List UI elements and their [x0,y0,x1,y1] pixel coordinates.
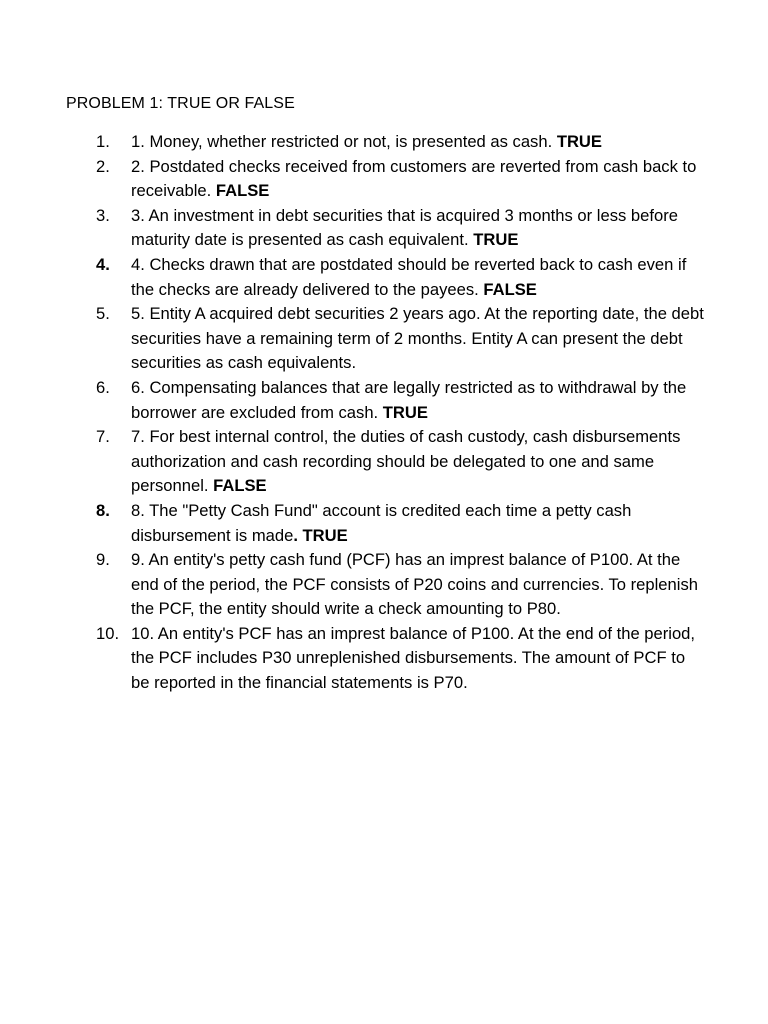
item-number: 6. [96,377,110,397]
list-item [96,253,706,302]
statement: 1. Money, whether restricted or not, is presented as cash. [131,132,557,151]
statement: 3. An investment in debt securities that is acquired 3 months or less before maturity date is presented as cash equivalent. [131,205,678,250]
question-list [96,130,706,696]
list-item [96,622,706,696]
statement: 6. Compensating balances that are legally restricted as to withdrawal by the borrower are excluded from cash. [131,377,687,422]
item-text [131,253,706,302]
statement: 9. An entity's petty cash fund (PCF) has an imprest balance of P100. At the end of the period, the PCF consists of P20 coins and currencies. To replenish the PCF, the entity should write a check amounting to P80. [131,550,698,619]
item-text [131,155,706,204]
page-title: PROBLEM 1: TRUE OR FALSE [66,95,295,112]
list-item [96,155,706,204]
item-number: 1. [96,132,110,151]
item-number: 2. [96,156,110,176]
list-item [96,499,706,548]
statement: 7. For best internal control, the duties of cash custody, cash disbursements authorization and cash recording should be delegated to one and same personnel. [131,427,681,496]
answer-label: FALSE [483,279,537,299]
answer-label: FALSE [213,476,267,496]
answer-label: . TRUE [293,525,348,545]
list-item [96,302,706,376]
item-text [131,622,706,696]
item-number: 9. [96,550,110,570]
answer-label: TRUE [382,402,428,422]
statement: 10. An entity's PCF has an imprest balance of P100. At the end of the period, the PCF includes P30 unreplenished disbursements. The amount of PCF to be reported in the financial statements is P70. [131,623,696,693]
item-number: 4. [96,254,110,274]
item-number: 5. [96,304,110,324]
item-text [131,425,706,499]
item-text [131,499,706,548]
item-number: 8. [96,500,110,520]
statement: 5. Entity A acquired debt securities 2 years ago. At the reporting date, the debt securities have a remaining term of 2 months. Entity A can present the debt securities as cash equivalents. [131,304,704,373]
answer-label: FALSE [215,181,270,201]
item-text [131,548,706,622]
item-number: 7. [96,427,110,447]
list-item [96,425,706,499]
answer-label: TRUE [556,132,602,151]
item-text [131,376,706,425]
list-item [96,130,706,155]
item-text [131,302,706,376]
list-item [96,376,706,425]
item-number: 3. [96,205,110,225]
item-text [131,204,706,253]
statement: 4. Checks drawn that are postdated should be reverted back to cash even if the checks are already delivered to the payees. [131,254,687,299]
statement: 2. Postdated checks received from customers are reverted from cash back to receivable. [131,156,697,201]
answer-label: TRUE [473,230,519,250]
list-item [96,548,706,622]
statement: 8. The "Petty Cash Fund" account is credited each time a petty cash disbursement is made [131,500,632,545]
item-number: 10. [96,623,120,643]
item-text [131,130,706,155]
list-item [96,204,706,253]
